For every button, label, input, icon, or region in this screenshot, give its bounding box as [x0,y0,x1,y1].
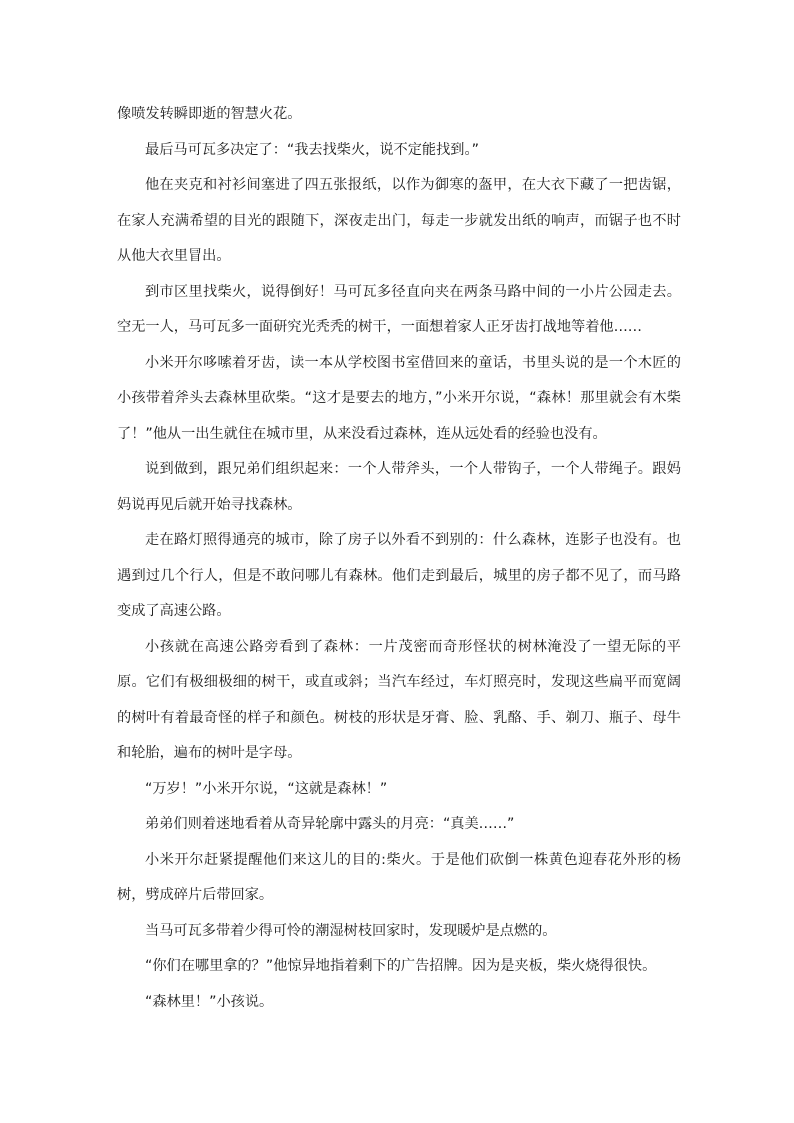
body-text [117,97,681,1020]
paragraph: 到市区里找柴火，说得倒好！马可瓦多径直向夹在两条马路中间的一小片公园走去。空无一人，马可瓦多一面研究光秃秃的树干，一面想着家人正牙齿打战地等着他…… [117,283,681,335]
paragraph: 像喷发转瞬即逝的智慧火花。 [117,106,302,122]
paragraph: 小米开尔赶紧提醒他们来这儿的目的:柴火。于是他们砍倒一株黄色迎春花外形的杨树，劈成碎片后带回家。 [117,851,681,903]
paragraph: 小米开尔哆嗦着牙齿，读一本从学校图书室借回来的童话，书里头说的是一个木匠的小孩带着斧头去森林里砍柴。“这才是要去的地方，”小米开尔说，“森林！那里就会有木柴了！”他从一出生就住在城市里，从来没看过森林，连从远处看的经验也没有。 [117,354,681,442]
paragraph: 说到做到，跟兄弟们组织起来：一个人带斧头，一个人带钩子，一个人带绳子。跟妈妈说再见后就开始寻找森林。 [117,461,681,513]
paragraph: 走在路灯照得通亮的城市，除了房子以外看不到别的：什么森林，连影子也没有。也遇到过几个行人，但是不敢问哪儿有森林。他们走到最后，城里的房子都不见了，而马路变成了高速公路。 [117,532,681,619]
paragraph: 他在夹克和衬衫间塞进了四五张报纸，以作为御寒的盔甲，在大衣下藏了一把齿锯，在家人充满希望的目光的跟随下，深夜走出门，每走一步就发出纸的响声，而锯子也不时从他大衣里冒出。 [117,177,681,264]
paragraph: 弟弟们则着迷地看着从奇异轮廓中露头的月亮：“真美……” [145,816,515,832]
paragraph: “你们在哪里拿的？”他惊异地指着剩下的广告招牌。因为是夹板，柴火烧得很快。 [145,958,657,974]
paragraph: 小孩就在高速公路旁看到了森林：一片茂密而奇形怪状的树林淹没了一望无际的平原。它们有极细极细的树干，或直或斜；当汽车经过，车灯照亮时，发现这些扁平而宽阔的树叶有着最奇怪的样子和颜色。树枝的形状是牙膏、脸、乳酪、手、剃刀、瓶子、母牛和轮胎，遍布的树叶是字母。 [117,638,681,761]
paragraph: “森林里！”小孩说。 [145,993,274,1010]
paragraph: “万岁！”小米开尔说，“这就是森林！” [145,780,388,797]
paragraph: 最后马可瓦多决定了：“我去找柴火，说不定能找到。” [145,141,479,158]
paragraph: 当马可瓦多带着少得可怜的潮湿树枝回家时，发现暖炉是点燃的。 [145,922,557,939]
